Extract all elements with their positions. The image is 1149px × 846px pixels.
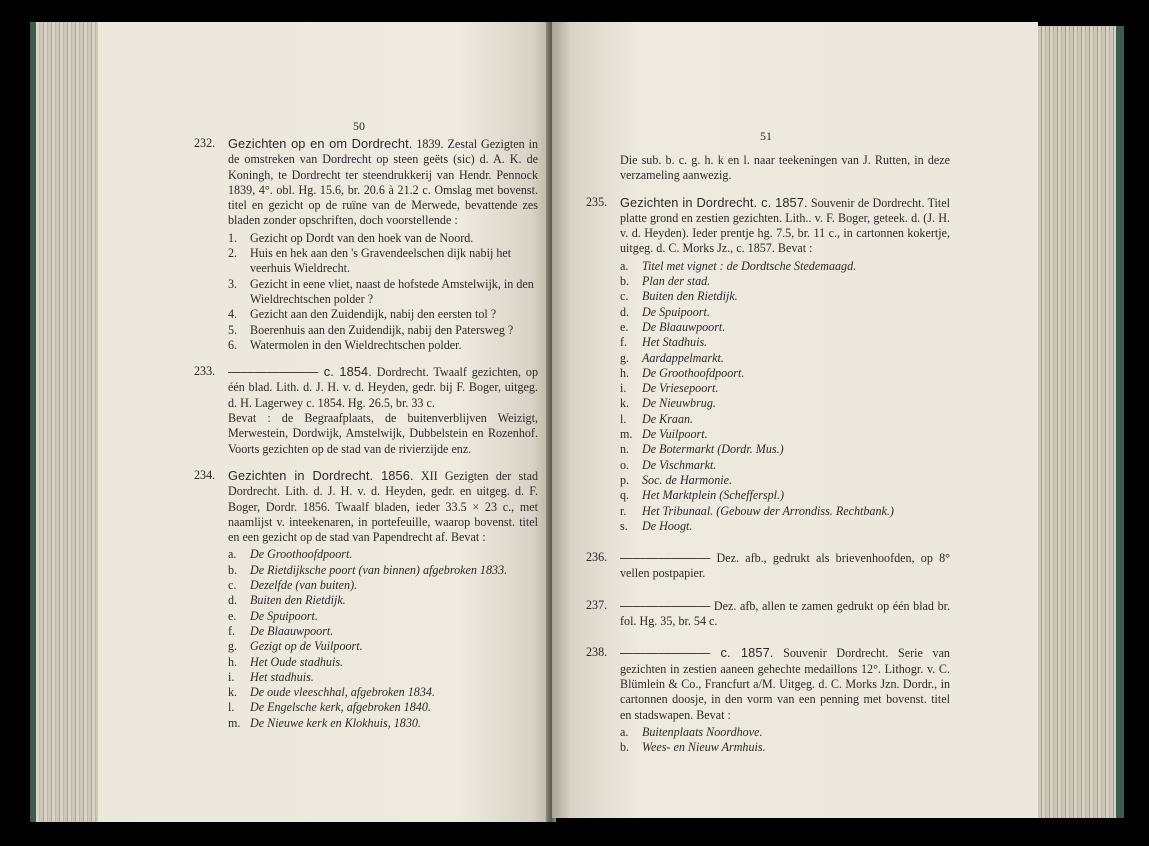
entry-number: 235. [586, 194, 608, 209]
entry-body: Dordrecht. Twaalf gezichten, op één blad. Lith. d. J. H. v. d. Heyden, gedr. bij F. Boger, uitgeg. d. H. Lagerwey c. 1854. Hg. 26.5, br. 33 c. [228, 365, 538, 410]
item-text: Gezicht op Dordt van den hoek van de Noord. [250, 230, 474, 245]
item-text: De Vriesepoort. [642, 381, 719, 396]
item-label: d. [228, 593, 238, 608]
entry-item-list [228, 231, 538, 353]
item-text: Soc. de Harmonie. [642, 472, 733, 487]
entry-paragraph [620, 645, 950, 722]
list-item [620, 351, 950, 366]
entry-heading: Gezichten in Dordrecht. 1856. [228, 467, 414, 483]
item-text: Dezelfde (van buiten). [250, 578, 358, 593]
right-page-text [586, 153, 950, 755]
list-item [620, 274, 950, 289]
catalogue-entry [194, 467, 538, 731]
list-item [228, 685, 538, 700]
entry-heading: ——————— [620, 550, 711, 566]
list-item [228, 323, 538, 338]
entry-number: 234. [194, 467, 216, 482]
page-number: 50 [353, 119, 365, 133]
item-text: De Kraan. [642, 411, 694, 426]
item-label: q. [620, 488, 630, 503]
list-item [620, 366, 950, 381]
right-page [552, 22, 1038, 818]
item-label: l. [620, 411, 627, 426]
entry-body: Dez. afb., gedrukt als brievenhoofden, op 8° vellen postpapier. [620, 551, 950, 581]
intro-paragraph: Die sub. b. c. g. h. k en l. naar teekeningen van J. Rutten, in deze verzameling aanwezig. [620, 153, 950, 183]
page-number: 51 [760, 129, 772, 143]
item-text: De Botermarkt (Dordr. Mus.) [642, 442, 784, 457]
item-text: Gezicht in eene vliet, naast de hofstede Amstelwijk, in den Wieldrechtschen polder ? [250, 276, 534, 306]
item-text: Buiten den Rietdijk. [250, 593, 346, 608]
entry-number: 232. [194, 136, 216, 150]
list-item [228, 655, 538, 670]
entry-heading: Gezichten in Dordrecht. c. 1857. [620, 194, 808, 210]
list-item [228, 338, 538, 353]
catalogue-entry [194, 136, 539, 353]
item-text: Het Oude stadhuis. [250, 654, 344, 669]
item-label: b. [228, 562, 238, 577]
list-item [228, 670, 538, 685]
item-label: d. [620, 304, 630, 319]
list-item [620, 412, 950, 427]
item-label: p. [620, 472, 630, 487]
item-text: De Blaauwpoort. [642, 319, 726, 334]
item-label: b. [620, 740, 630, 755]
item-text: De Nieuwe kerk en Klokhuis, 1830. [250, 715, 421, 730]
spacer [228, 353, 538, 364]
list-item [228, 246, 538, 277]
item-label: i. [620, 381, 627, 396]
item-label: f. [620, 335, 628, 350]
entry-heading: ——————— c. 1854. [228, 364, 372, 380]
list-item [228, 700, 538, 715]
list-item [620, 427, 950, 442]
item-label: n. [620, 442, 630, 457]
catalogue-entry [194, 364, 538, 457]
item-label: e. [620, 319, 629, 334]
list-item [620, 259, 950, 274]
item-text: De Rietdijksche poort (van binnen) afgebroken 1833. [250, 562, 508, 577]
entry-body: Souvenir Dordrecht. Serie van gezichten in zestien aaneen gehechte medaillons 12°. Lithogr. v. C. Blümlein & Co., Francfurt a/M. Uitgeg. d. C. Morks Jzn. Dordr., in cartonnen doosje, in den vorm van een penning met bovenst. titel en stadswapen. Bevat : [620, 646, 950, 722]
item-label: h. [228, 654, 238, 669]
spacer [228, 457, 538, 468]
item-text: Wees- en Nieuw Armhuis. [642, 740, 766, 755]
entry-number: 237. [586, 597, 608, 612]
list-item [620, 473, 950, 488]
item-label: a. [620, 258, 629, 273]
catalogue-entry [586, 550, 950, 582]
catalogue-entry [586, 194, 950, 535]
entry-body: Dez. afb, allen te zamen gedrukt op één blad br. fol. Hg. 35, br. 54 c. [620, 598, 950, 629]
list-item [228, 716, 538, 731]
item-text: Boerenhuis aan den Zuidendijk, nabij den Patersweg ? [250, 322, 514, 337]
item-label: g. [620, 350, 630, 365]
list-item [620, 442, 950, 457]
item-text: De Nieuwbrug. [642, 396, 716, 411]
list-item [228, 547, 538, 562]
item-text: Buitenplaats Noordhove. [642, 724, 763, 739]
list-item [620, 335, 950, 350]
entry-heading: Gezichten op en om Dordrecht. [228, 136, 413, 151]
left-page-edges [30, 22, 108, 822]
list-item [228, 277, 538, 308]
item-text: De Blaauwpoort. [250, 623, 334, 638]
list-item [620, 740, 950, 755]
list-item [228, 578, 538, 593]
item-label: k. [620, 396, 630, 411]
entry-number: 233. [194, 364, 216, 379]
item-text: Plan der stad. [642, 274, 711, 289]
entry-body: Bevat : de Begraafplaats, de buitenverblijven Weizigt, Merwestein, Dordwijk, Amstelwijk, Dubbelstein en Rozenhof. Voorts gezichten op de stad van de rivierzijde enz. [228, 411, 538, 456]
item-label: f. [228, 623, 236, 638]
list-item [620, 458, 950, 473]
left-page-text [194, 136, 539, 731]
item-label: m. [228, 715, 241, 730]
item-label: c. [620, 289, 629, 304]
entry-item-list [620, 725, 950, 756]
spacer [620, 582, 950, 598]
list-item [620, 725, 950, 740]
catalogue-entry [586, 597, 950, 630]
item-label: l. [228, 700, 235, 715]
item-text: De Spuipoort. [250, 608, 318, 623]
entry-number: 236. [586, 550, 608, 565]
list-item [620, 320, 950, 335]
entry-paragraph [620, 550, 950, 582]
item-text: Het Marktplein (Schefferspl.) [642, 488, 785, 503]
item-text: Titel met vignet : de Dordtsche Stedemaagd. [642, 258, 857, 273]
list-item [228, 624, 538, 639]
list-item [228, 307, 538, 322]
entry-body: 1839. Zestal Gezigten in de omstreken van Dordrecht op steen geëts (sic) d. A. K. de Koningh, te Dordrecht ter steendrukkerij van Hendr. Pennock 1839, 4°. obl. Hg. 15.6, br. 20.6 à 21.2 c. Omslag met bovenst. titel en gezicht op de ruïne van de Merwede, bevattende zes bladen zonder opschriften, doch voorstellende : [228, 137, 539, 228]
item-label: 1. [228, 230, 238, 245]
list-item [620, 305, 950, 320]
spacer [620, 534, 950, 550]
entry-paragraph [228, 364, 538, 411]
entry-paragraph [620, 598, 950, 630]
list-item [620, 396, 950, 411]
item-label: 3. [228, 276, 238, 291]
item-text: Watermolen in den Wieldrechtschen polder. [250, 337, 462, 352]
left-page [98, 22, 550, 822]
item-text: Huis en hek aan den 's Gravendeelschen dijk nabij het veerhuis Wieldrecht. [250, 246, 512, 276]
list-item [228, 231, 538, 246]
item-label: s. [620, 518, 628, 533]
entry-paragraph [228, 468, 538, 545]
entry-paragraph [228, 136, 538, 229]
item-text: Aardappelmarkt. [642, 350, 724, 365]
item-text: Buiten den Rietdijk. [642, 289, 738, 304]
item-label: h. [620, 365, 630, 380]
item-text: Gezigt op de Vuilpoort. [250, 639, 363, 654]
item-label: c. [228, 578, 237, 593]
item-label: 4. [228, 307, 238, 322]
right-page-edges [1034, 26, 1124, 818]
item-label: g. [228, 639, 238, 654]
item-label: 6. [228, 337, 238, 352]
item-label: m. [620, 427, 633, 442]
item-text: De Vischmarkt. [642, 457, 717, 472]
item-text: De Vuilpoort. [642, 427, 708, 442]
item-label: k. [228, 685, 238, 700]
entry-body: XII Gezigten der stad Dordrecht. Lith. d. J. H. v. d. Heyden, gedr. en uitgeg. d. F. Boger, Dordr. 1856. Twaalf bladen, ieder 33.5 × 23 c., met naamlijst v. inteekenaren, in portefeuille, waarop bovenst. titel en een gezicht op de stad van Papendrecht af. Bevat : [228, 468, 538, 545]
item-text: De Groothoofdpoort. [250, 547, 353, 562]
list-item [620, 519, 950, 534]
list-item [620, 381, 950, 396]
item-label: r. [620, 503, 627, 518]
item-text: De Groothoofdpoort. [642, 365, 745, 380]
item-text: De Hoogt. [642, 518, 693, 533]
item-label: a. [620, 724, 629, 739]
item-label: e. [228, 608, 237, 623]
list-item [620, 488, 950, 503]
list-item [228, 639, 538, 654]
entry-number: 238. [586, 645, 608, 660]
list-item [620, 504, 950, 519]
list-item [620, 289, 950, 304]
entry-paragraph [228, 411, 538, 457]
spacer [620, 184, 950, 195]
entry-item-list [228, 547, 538, 731]
item-text: De Spuipoort. [642, 304, 710, 319]
entry-body: Souvenir de Dordrecht. Titel platte grond en zestien gezichten. Lith.. v. F. Boger, geteek. d. (J. H. v. d. Heyden). Ieder prentje hg. 7.5, br. 11 c., in cartonnen kokertje, uitgeg. d. C. Morks Jz., c. 1857. Bevat : [620, 195, 950, 256]
list-item [228, 609, 538, 624]
list-item [228, 563, 538, 578]
item-label: i. [228, 669, 235, 684]
item-label: 2. [228, 246, 238, 261]
item-label: a. [228, 547, 237, 562]
item-text: Het Tribunaal. (Gebouw der Arrondiss. Rechtbank.) [642, 503, 894, 518]
entry-item-list [620, 259, 950, 534]
item-label: o. [620, 457, 630, 472]
item-text: Het Stadhuis. [642, 335, 708, 350]
item-text: Gezicht aan den Zuidendijk, nabij den eersten tol ? [250, 307, 497, 322]
entry-heading: ——————— c. 1857. [620, 645, 774, 661]
entry-paragraph [620, 195, 950, 257]
list-item [228, 593, 538, 608]
item-text: De oude vleeschhal, afgebroken 1834. [250, 685, 435, 700]
item-label: b. [620, 274, 630, 289]
item-label: 5. [228, 322, 238, 337]
catalogue-entry [586, 645, 950, 755]
item-text: Het stadhuis. [250, 669, 314, 684]
entry-heading: ——————— [620, 597, 711, 613]
item-text: De Engelsche kerk, afgebroken 1840. [250, 700, 431, 715]
spacer [620, 629, 950, 645]
